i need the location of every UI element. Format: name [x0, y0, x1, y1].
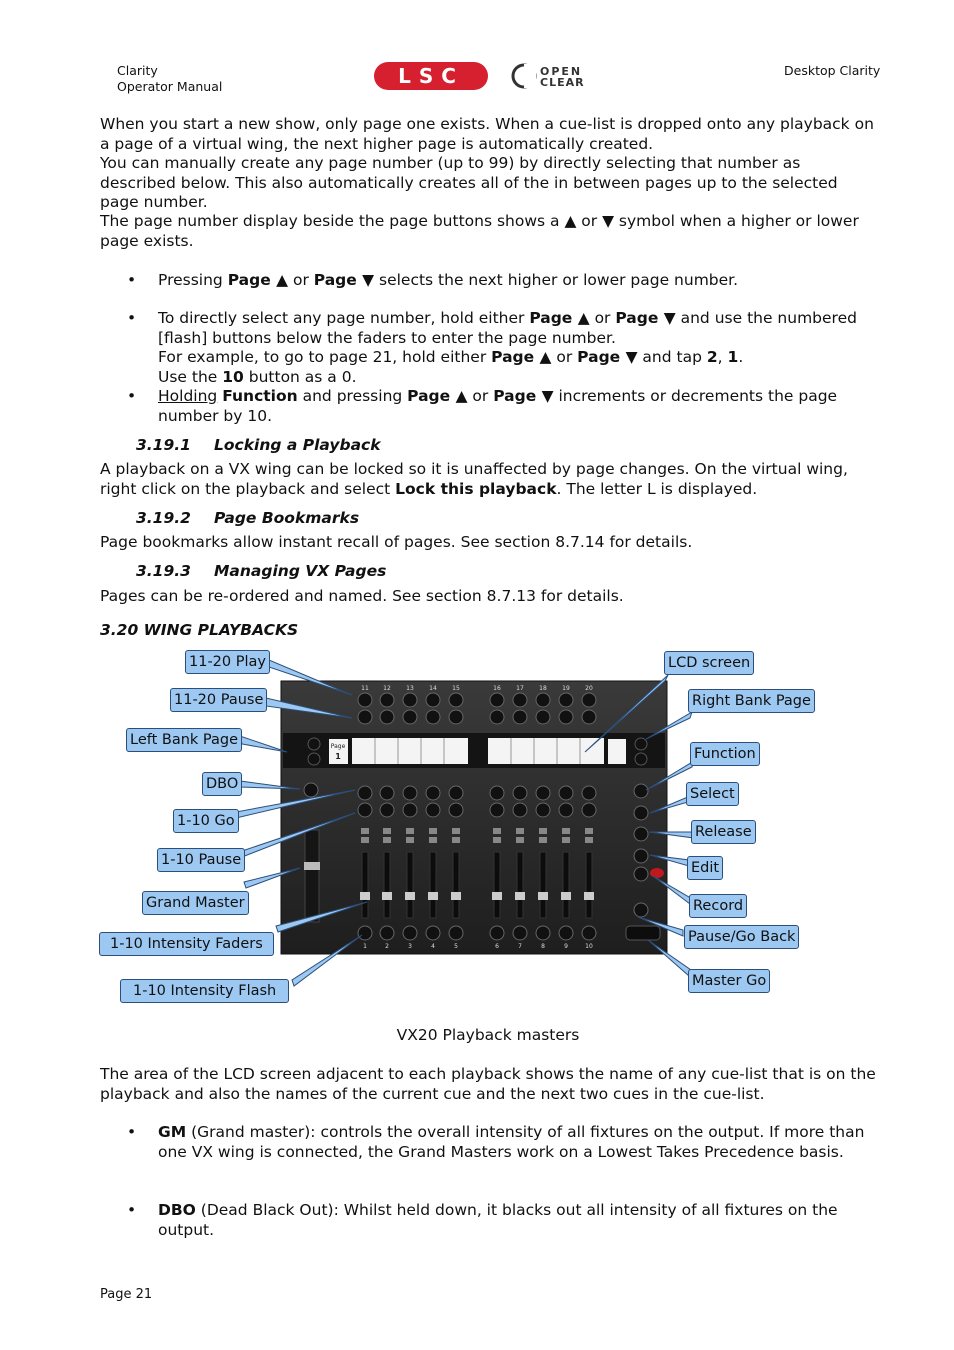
bottom-number: 8: [541, 943, 545, 950]
play-button: [449, 693, 463, 707]
flash-button: [449, 926, 463, 940]
text: increments or decrements the page number by 10.: [158, 387, 838, 425]
callout-grand-master: Grand Master: [142, 891, 249, 915]
right-page-display: [608, 739, 626, 764]
callout-dbo: DBO: [202, 772, 242, 796]
heading-locking-playback: [136, 436, 381, 454]
lcd-screen-left: [352, 738, 468, 764]
key-1: 1: [727, 348, 739, 366]
key-10: 10: [222, 367, 244, 386]
fader-knob: [451, 892, 461, 900]
text: and use the numbered [flash] buttons below the faders to enter the page number.: [158, 309, 857, 347]
fader-indicator: [516, 837, 524, 843]
top-number: 16: [493, 685, 501, 692]
bullet-dot: •: [127, 271, 137, 289]
pause-button: [582, 803, 596, 817]
flash-button: [582, 926, 596, 940]
fader-knob: [428, 892, 438, 900]
fader-track: [540, 852, 546, 918]
bottom-number: 7: [518, 943, 522, 950]
play-button: [490, 693, 504, 707]
go-button: [403, 786, 417, 800]
para-lcd-area: The area of the LCD screen adjacent to each playback shows the name of any cue-list that is on the playback and also the names of the current cue and the next two cues in the cue-list.: [100, 1065, 876, 1103]
fader-track: [362, 852, 368, 918]
text: button as a 0.: [243, 367, 357, 386]
fader-indicator: [516, 828, 524, 834]
key-page-up: Page ▲: [491, 348, 552, 366]
callout-11-20-pause: 11-20 Pause: [170, 688, 267, 712]
heading-number: 3.19.2: [136, 509, 191, 527]
go-button: [559, 786, 573, 800]
header-right: Desktop Clarity: [784, 63, 881, 78]
pause-button: [513, 710, 527, 724]
top-number: 14: [429, 685, 437, 692]
key-page-down: Page ▼: [577, 348, 638, 366]
right-page-up-button: [635, 738, 647, 750]
edit-button: [634, 849, 648, 863]
go-button: [582, 786, 596, 800]
text: and tap: [637, 348, 707, 366]
pause-button: [403, 803, 417, 817]
text: For example, to go to page 21, hold either: [158, 348, 492, 366]
fader-indicator: [562, 828, 570, 834]
top-number: 12: [383, 685, 391, 692]
play-button: [380, 693, 394, 707]
key-page-up: Page ▲: [529, 309, 590, 327]
play-button: [403, 693, 417, 707]
fader-indicator: [539, 828, 547, 834]
para-managing: Pages can be re-ordered and named. See section 8.7.13 for details.: [100, 587, 624, 605]
go-button: [513, 786, 527, 800]
text: or: [551, 348, 578, 366]
heading-number: 3.19.1: [136, 436, 191, 454]
fader-indicator: [361, 837, 369, 843]
header-manual: Operator Manual: [117, 79, 223, 94]
fader-knob: [515, 892, 525, 900]
pause-button: [536, 710, 550, 724]
fader-knob: [382, 892, 392, 900]
top-number: 20: [585, 685, 593, 692]
grand-master-track: [305, 830, 319, 922]
text: and pressing: [297, 387, 408, 405]
right-page-down-button: [635, 753, 647, 765]
fader-indicator: [406, 828, 414, 834]
pause-button: [559, 710, 573, 724]
bottom-number: 10: [585, 943, 593, 950]
fader-track: [453, 852, 459, 918]
bottom-number: 6: [495, 943, 499, 950]
text: ,: [717, 348, 728, 366]
top-number: 19: [562, 685, 570, 692]
fader-indicator: [493, 837, 501, 843]
fader-knob: [360, 892, 370, 900]
go-button: [358, 786, 372, 800]
callout-1-10-pause: 1-10 Pause: [157, 848, 245, 872]
heading-wing-playbacks: 3.20 WING PLAYBACKS: [100, 621, 299, 639]
logo-clear-text: CLEAR: [540, 76, 585, 89]
heading-title: Page Bookmarks: [214, 509, 360, 527]
bottom-number: 2: [385, 943, 389, 950]
callout-release: Release: [691, 820, 756, 844]
fader-indicator: [429, 828, 437, 834]
intro-para-1: When you start a new show, only page one exists. When a cue-list is dropped onto any playback on a page of a virtual wing, the next higher page is automatically created.: [100, 115, 874, 153]
fader-track: [563, 852, 569, 918]
key-function: Function: [222, 387, 298, 405]
page-number: Page 21: [100, 1287, 153, 1302]
callout-edit: Edit: [687, 856, 723, 880]
text: or: [467, 387, 494, 405]
function-button: [634, 784, 648, 798]
key-page-up: Page ▲: [227, 271, 289, 289]
select-button: [634, 806, 648, 820]
bullet-dot: •: [127, 1201, 137, 1219]
fader-knob: [492, 892, 502, 900]
fader-track: [430, 852, 436, 918]
heading-title: Locking a Playback: [214, 436, 381, 454]
page-display-value: 1: [335, 752, 341, 761]
text: . The letter L is displayed.: [556, 479, 758, 498]
text: or: [589, 309, 616, 327]
pause-button: [490, 710, 504, 724]
fader-track: [407, 852, 413, 918]
openclear-logo: [510, 62, 608, 90]
para-bookmarks: Page bookmarks allow instant recall of pages. See section 8.7.14 for details.: [100, 533, 693, 551]
pause-button: [358, 803, 372, 817]
text: To directly select any page number, hold either: [158, 309, 530, 327]
flash-button: [358, 926, 372, 940]
release-button: [634, 827, 648, 841]
text: Pressing: [158, 271, 228, 289]
lsc-logo: [373, 61, 489, 91]
fader-knob: [538, 892, 548, 900]
record-button: [650, 868, 664, 878]
go-button: [490, 786, 504, 800]
callout-select: Select: [686, 782, 739, 806]
key-2: 2: [706, 348, 718, 366]
text: .: [738, 348, 744, 366]
text: selects the next higher or lower page number.: [374, 271, 739, 289]
go-button: [426, 786, 440, 800]
fader-knob: [405, 892, 415, 900]
pause-button: [426, 710, 440, 724]
fader-knob: [561, 892, 571, 900]
fader-indicator: [452, 828, 460, 834]
fader-indicator: [406, 837, 414, 843]
intro-para-3: The page number display beside the page buttons shows a ▲ or ▼ symbol when a higher or lower page exists.: [100, 212, 859, 250]
play-button: [358, 693, 372, 707]
callout-11-20-play: 11-20 Play: [185, 650, 270, 674]
callout-lcd-screen: LCD screen: [664, 651, 754, 675]
bottom-number: 5: [454, 943, 458, 950]
fader-track: [586, 852, 592, 918]
key-page-down: Page ▼: [313, 271, 375, 289]
lsc-logo-text: LSC: [398, 64, 464, 88]
top-number: 13: [406, 685, 414, 692]
top-number: 15: [452, 685, 460, 692]
play-button: [559, 693, 573, 707]
page-display-label: Page: [330, 743, 346, 750]
text: or: [288, 271, 314, 289]
bottom-number: 4: [431, 943, 435, 950]
key-page-up: Page ▲: [407, 387, 468, 405]
header-product: Clarity: [117, 63, 158, 78]
fader-track: [517, 852, 523, 918]
pause-button: [490, 803, 504, 817]
flash-button: [403, 926, 417, 940]
fader-track: [494, 852, 500, 918]
heading-managing-pages: [136, 562, 386, 580]
callout-left-bank-page: Left Bank Page: [126, 728, 242, 752]
logo-open-text: OPEN: [540, 65, 583, 78]
fader-indicator: [429, 837, 437, 843]
text: (Dead Black Out): Whilst held down, it blacks out all intensity of all fixtures on the output.: [158, 1201, 838, 1239]
fader-track: [384, 852, 390, 918]
pause-button: [426, 803, 440, 817]
callout-record: Record: [689, 894, 747, 918]
pause-go-back-button: [634, 903, 648, 917]
callout-pause-go-back: Pause/Go Back: [684, 925, 799, 949]
text-bold: Lock this playback: [395, 479, 557, 498]
callout-master-go: Master Go: [688, 969, 770, 993]
pause-button: [513, 803, 527, 817]
record-helper-button: [634, 867, 648, 881]
text-underlined: Holding: [158, 387, 218, 405]
header-left: [117, 63, 222, 95]
pause-button: [358, 710, 372, 724]
key-page-down: Page ▼: [615, 309, 676, 327]
left-page-up-button: [308, 738, 320, 750]
pause-button: [449, 803, 463, 817]
flash-button: [536, 926, 550, 940]
callout-1-10-intensity-flash: 1-10 Intensity Flash: [120, 979, 289, 1003]
intro-para-2: You can manually create any page number (up to 99) by directly selecting that number as described below. This also automatically creates all of the in between pages up to the selected page number.: [100, 154, 838, 211]
play-button: [513, 693, 527, 707]
heading-page-bookmarks: [136, 509, 359, 527]
pause-button: [536, 803, 550, 817]
bullet-dot: •: [127, 1123, 137, 1141]
bullet-dot: •: [127, 387, 137, 405]
flash-button: [380, 926, 394, 940]
flash-button: [426, 926, 440, 940]
fader-indicator: [585, 837, 593, 843]
pause-button: [559, 803, 573, 817]
fader-indicator: [493, 828, 501, 834]
bottom-number: 1: [363, 943, 367, 950]
pause-button: [380, 803, 394, 817]
fader-indicator: [383, 828, 391, 834]
flash-button: [513, 926, 527, 940]
flash-button: [559, 926, 573, 940]
key-page-down: Page ▼: [493, 387, 554, 405]
top-number: 11: [361, 685, 369, 692]
callout-1-10-intensity-faders: 1-10 Intensity Faders: [99, 932, 274, 956]
term-gm: GM: [158, 1123, 187, 1141]
play-button: [582, 693, 596, 707]
pause-button: [380, 710, 394, 724]
fader-indicator: [585, 828, 593, 834]
pause-button: [449, 710, 463, 724]
go-button: [449, 786, 463, 800]
top-number: 18: [539, 685, 547, 692]
top-number: 17: [516, 685, 524, 692]
fader-indicator: [383, 837, 391, 843]
pause-button: [582, 710, 596, 724]
panel-body: [281, 681, 667, 954]
text: (Grand master): controls the overall intensity of all fixtures on the output. If more than one VX wing is connected, the Grand Masters work on a Lowest Takes Precedence basis.: [158, 1123, 865, 1161]
callout-1-10-go: 1-10 Go: [173, 809, 239, 833]
page-display: [329, 739, 348, 764]
fader-knob: [584, 892, 594, 900]
fader-indicator: [452, 837, 460, 843]
go-button: [536, 786, 550, 800]
bullet-dot: •: [127, 309, 137, 327]
go-button: [380, 786, 394, 800]
fader-indicator: [361, 828, 369, 834]
text: A playback on a VX wing can be locked so it is unaffected by page changes. On the virtual wing, right click on the playback and select: [100, 460, 848, 498]
dbo-button: [304, 783, 318, 797]
pause-button: [403, 710, 417, 724]
figure-caption: VX20 Playback masters: [396, 1026, 580, 1044]
left-page-down-button: [308, 753, 320, 765]
master-go-button: [626, 926, 660, 940]
para-locking: [100, 460, 880, 499]
text: Use the: [158, 367, 223, 386]
callout-right-bank-page: Right Bank Page: [688, 689, 815, 713]
fader-indicator: [539, 837, 547, 843]
term-dbo: DBO: [158, 1201, 196, 1219]
play-button: [426, 693, 440, 707]
bottom-number: 9: [564, 943, 568, 950]
grand-master-knob: [304, 862, 320, 870]
heading-title: Managing VX Pages: [214, 562, 387, 580]
callout-function: Function: [690, 742, 760, 766]
play-button: [536, 693, 550, 707]
bottom-number: 3: [408, 943, 412, 950]
fader-indicator: [562, 837, 570, 843]
flash-button: [490, 926, 504, 940]
heading-number: 3.19.3: [136, 562, 191, 580]
